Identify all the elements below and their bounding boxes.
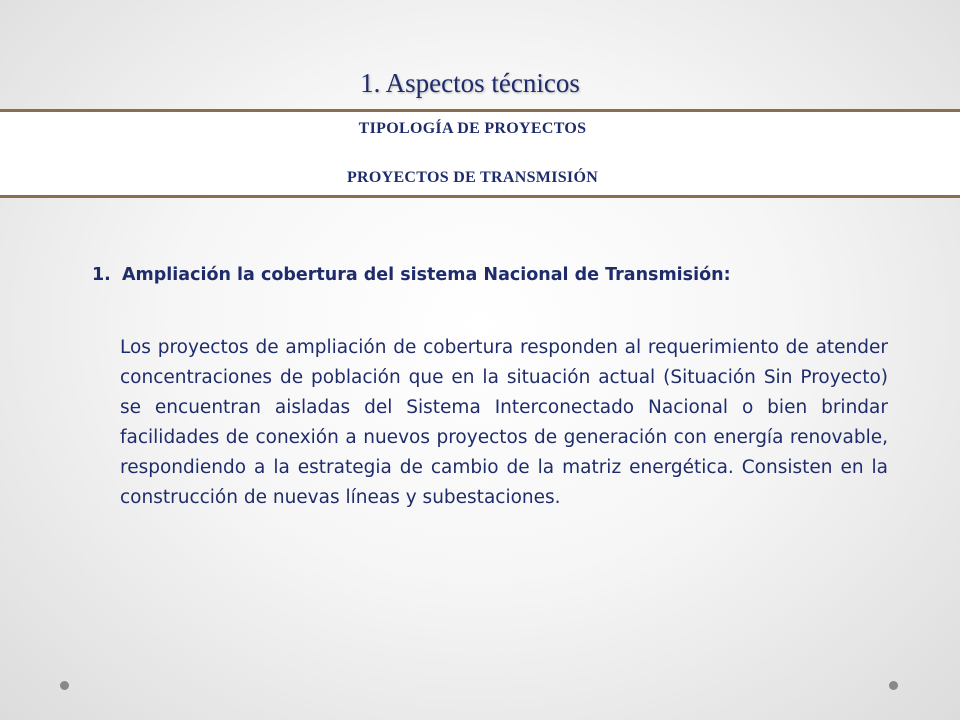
body-paragraph: Los proyectos de ampliación de cobertura responden al requerimiento de atender concentraciones de población que en la situación actual (Situación Sin Proyecto) se encuentran aisladas del Sistema Interconectado Nacional o bien brindar facilidades de conexión a nuevos proyectos de generación con energía renovable, respondiendo a la estrategia de cambio de la matriz energética. Consisten en la construcción de nuevas líneas y subestaciones. — [120, 337, 888, 508]
subtitle-band — [0, 109, 960, 198]
decorative-dot-left — [60, 681, 69, 690]
heading-number: 1. — [92, 265, 111, 285]
slide-title: 1. Aspectos técnicos — [360, 68, 580, 98]
decorative-dot-right — [889, 681, 898, 690]
section-heading — [92, 265, 892, 285]
band-line-typology: TIPOLOGÍA DE PROYECTOS — [358, 120, 587, 137]
band-line-transmission: PROYECTOS DE TRANSMISIÓN — [346, 169, 599, 186]
heading-text: Ampliación la cobertura del sistema Nacional de Transmisión: — [122, 265, 731, 285]
